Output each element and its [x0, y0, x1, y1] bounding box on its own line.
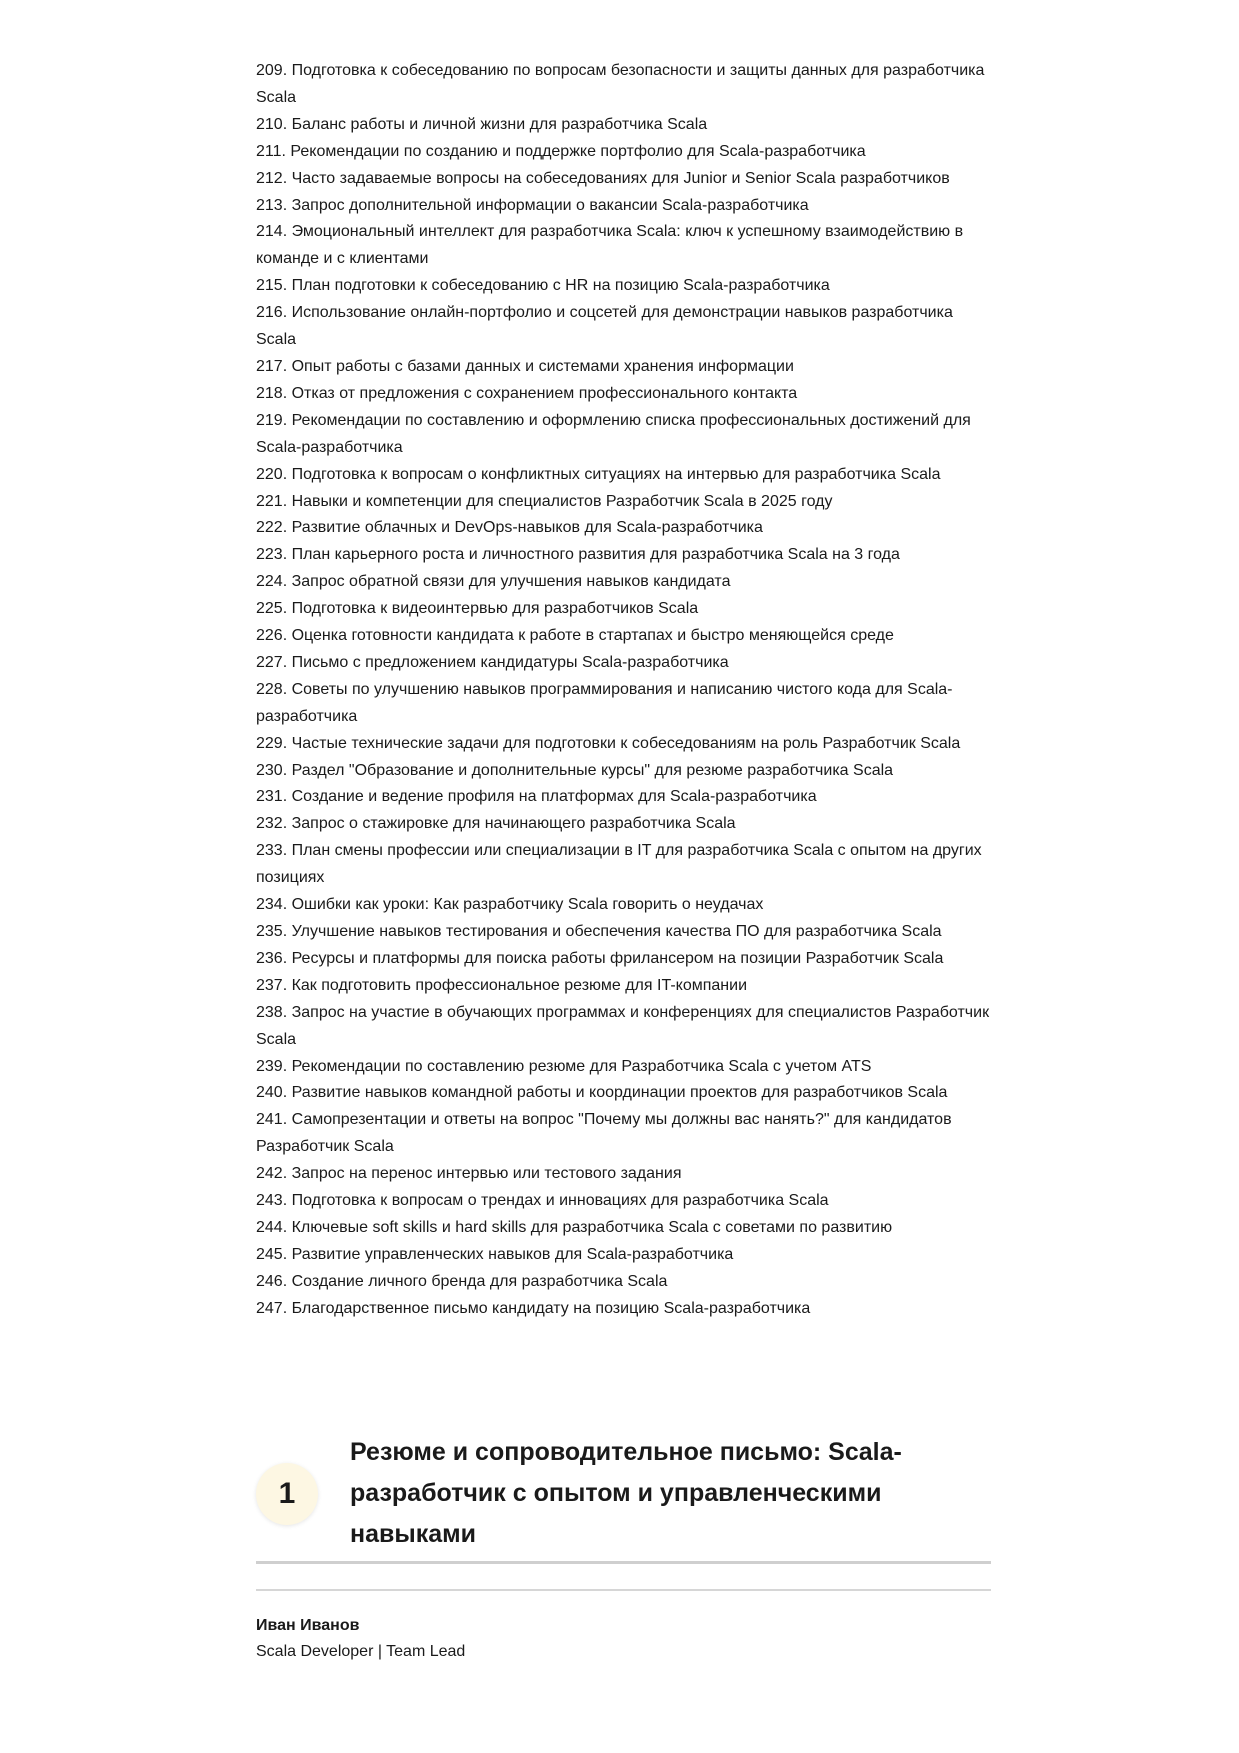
- toc-item[interactable]: 213. Запрос дополнительной информации о вакансии Scala-разработчика: [256, 196, 809, 214]
- toc-item[interactable]: 233. План смены профессии или специализации в IT для разработчика Scala с опытом на других позициях: [256, 842, 982, 887]
- toc-item[interactable]: 219. Рекомендации по составлению и оформлению списка профессиональных достижений для Scala-разработчика: [256, 411, 971, 456]
- toc-item[interactable]: 226. Оценка готовности кандидата к работе в стартапах и быстро меняющейся среде: [256, 627, 894, 645]
- toc-item[interactable]: 235. Улучшение навыков тестирования и обеспечения качества ПО для разработчика Scala: [256, 923, 942, 940]
- toc-item[interactable]: 241. Самопрезентации и ответы на вопрос "Почему мы должны вас нанять?" для кандидатов Разработчик Scala: [256, 1111, 952, 1156]
- divider: [256, 1589, 991, 1591]
- toc-item[interactable]: 222. Развитие облачных и DevOps-навыков для Scala-разработчика: [256, 519, 763, 537]
- table-of-contents: [256, 58, 991, 1323]
- toc-item[interactable]: 237. Как подготовить профессиональное резюме для IT-компании: [256, 976, 748, 994]
- toc-list: [256, 58, 991, 1323]
- toc-item[interactable]: 243. Подготовка к вопросам о трендах и инновациях для разработчика Scala: [256, 1192, 829, 1210]
- toc-item[interactable]: 216. Использование онлайн-портфолио и соцсетей для демонстрации навыков разработчика Scala: [256, 304, 953, 349]
- toc-item[interactable]: 227. Письмо с предложением кандидатуры Scala-разработчика: [256, 653, 729, 671]
- toc-item[interactable]: 224. Запрос обратной связи для улучшения навыков кандидата: [256, 573, 731, 591]
- toc-item[interactable]: 247. Благодарственное письмо кандидату на позицию Scala-разработчика: [256, 1299, 811, 1317]
- toc-item[interactable]: 232. Запрос о стажировке для начинающего разработчика Scala: [256, 815, 736, 833]
- toc-item[interactable]: 242. Запрос на перенос интервью или тестового задания: [256, 1165, 682, 1183]
- toc-item[interactable]: 244. Ключевые soft skills и hard skills для разработчика Scala с советами по развитию: [256, 1218, 893, 1236]
- toc-item[interactable]: 240. Развитие навыков командной работы и координации проектов для разработчиков Scala: [256, 1084, 948, 1102]
- toc-item[interactable]: 215. План подготовки к собеседованию с HR на позицию Scala-разработчика: [256, 277, 830, 295]
- toc-item[interactable]: 212. Часто задаваемые вопросы на собеседованиях для Junior и Senior Scala разработчиков: [256, 169, 950, 187]
- toc-item[interactable]: 238. Запрос на участие в обучающих программах и конференциях для специалистов Разработчик Scala: [256, 1003, 990, 1048]
- toc-item[interactable]: 221. Навыки и компетенции для специалистов Разработчик Scala в 2025 году: [256, 492, 833, 510]
- toc-item[interactable]: 230. Раздел "Образование и дополнительные курсы" для резюме разработчика Scala: [256, 761, 894, 779]
- toc-item[interactable]: 236. Ресурсы и платформы для поиска работы фрилансером на позиции Разработчик Scala: [256, 949, 944, 967]
- toc-item[interactable]: 217. Опыт работы с базами данных и системами хранения информации: [256, 357, 794, 375]
- toc-item[interactable]: 231. Создание и ведение профиля на платформах для Scala-разработчика: [256, 788, 817, 806]
- toc-item[interactable]: 228. Советы по улучшению навыков программирования и написанию чистого кода для Scala-разработчика: [256, 680, 953, 725]
- toc-item[interactable]: 234. Ошибки как уроки: Как разработчику Scala говорить о неудачах: [256, 896, 764, 914]
- toc-item[interactable]: 220. Подготовка к вопросам о конфликтных ситуациях на интервью для разработчика Scala: [256, 465, 941, 483]
- section-number-badge: 1: [256, 1463, 318, 1525]
- toc-item[interactable]: 210. Баланс работы и личной жизни для разработчика Scala: [256, 115, 708, 133]
- toc-item[interactable]: 245. Развитие управленческих навыков для Scala-разработчика: [256, 1245, 734, 1263]
- toc-item[interactable]: 218. Отказ от предложения с сохранением профессионального контакта: [256, 384, 798, 402]
- toc-item[interactable]: 209. Подготовка к собеседованию по вопросам безопасности и защиты данных для разработчика Scala: [256, 62, 985, 106]
- toc-item[interactable]: 239. Рекомендации по составлению резюме для Разработчика Scala с учетом ATS: [256, 1057, 872, 1075]
- toc-item[interactable]: 214. Эмоциональный интеллект для разработчика Scala: ключ к успешному взаимодействию в команде и с клиентами: [256, 223, 964, 268]
- toc-item[interactable]: 225. Подготовка к видеоинтервью для разработчиков Scala: [256, 600, 699, 618]
- toc-item[interactable]: 223. План карьерного роста и личностного развития для разработчика Scala на 3 года: [256, 546, 900, 564]
- author-role: Scala Developer | Team Lead: [256, 1643, 466, 1660]
- toc-item[interactable]: 211. Рекомендации по созданию и поддержке портфолио для Scala-разработчика: [256, 142, 866, 160]
- toc-item[interactable]: 229. Частые технические задачи для подготовки к собеседованиям на роль Разработчик Scala: [256, 734, 961, 752]
- section-title: Резюме и сопроводительное письмо: Scala-разработчик с опытом и управленческими навыками: [350, 1438, 902, 1548]
- resume-section: [256, 1432, 991, 1665]
- author-name: Иван Иванов: [256, 1617, 360, 1634]
- toc-item[interactable]: 246. Создание личного бренда для разработчика Scala: [256, 1272, 668, 1290]
- section-header: [256, 1432, 991, 1564]
